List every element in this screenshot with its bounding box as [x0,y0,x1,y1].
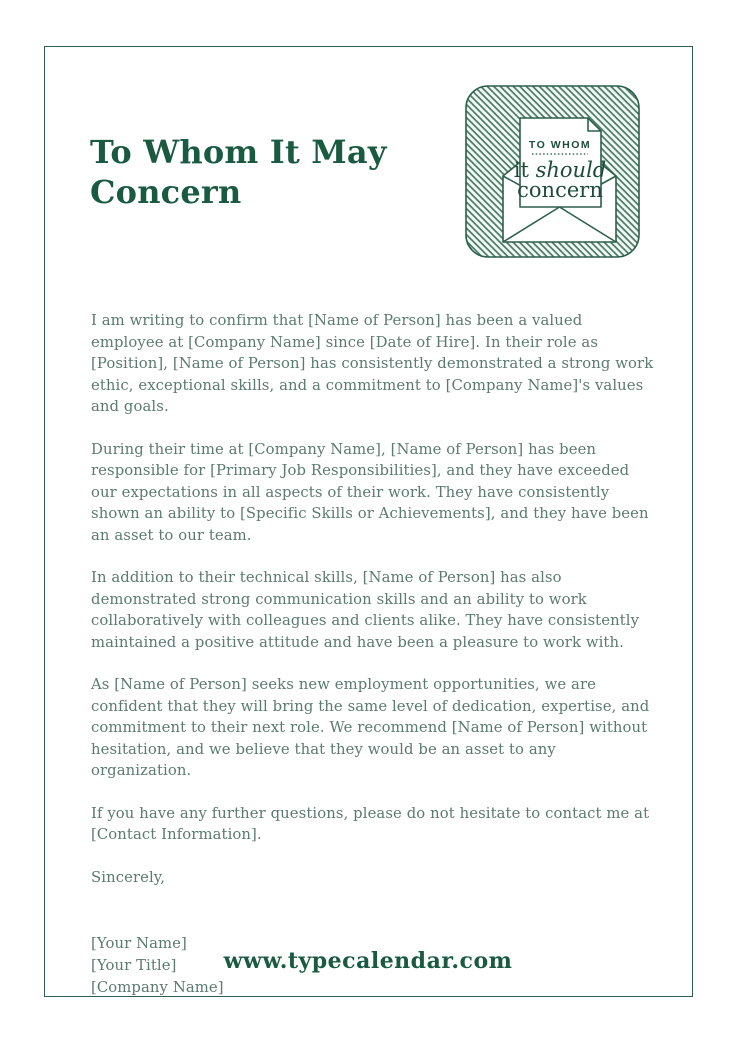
letter-paragraph: I am writing to confirm that [Name of Person] has been a valued employee at [Company Name] since [Date of Hire]. In their role as [Position], [Name of Person] has consistently demonstrated a strong work ethic, exceptional skills, and a commitment to [Company Name]'s values and goals. [91,312,654,415]
letter-paragraph: As [Name of Person] seeks new employment opportunities, we are confident that they will bring the same level of dedication, expertise, and commitment to their next role. We recommend [Name of Person] without hesitation, and we believe that they would be an asset to any organization. [91,676,650,779]
website-text: www.typecalendar.com [223,948,513,974]
letter-closing: Sincerely, [91,868,166,886]
signature-name-placeholder: [Your Name] [91,935,187,952]
letter-paragraph: In addition to their technical skills, [Name of Person] has also demonstrated strong communication skills and an ability to work collaboratively with colleagues and clients alike. They have consistently maintained a positive attitude and have been a pleasure to work with. [91,569,640,651]
envelope-badge [465,85,640,258]
letter-paragraph: If you have any further questions, please do not hesitate to contact me at [Contact Information]. [91,804,650,843]
badge-top-label: TO WHOM [528,139,592,151]
badge-mid-label: it should [513,158,607,182]
page-title: To Whom It May Concern [90,133,387,211]
letter-body [91,310,657,999]
badge-bottom-label: concern [517,178,603,202]
signature-title-placeholder: [Your Title] [91,957,177,974]
page-footer [0,948,736,974]
letter-paragraph: During their time at [Company Name], [Name of Person] has been responsible for [Primary Job Responsibilities], and they have exceeded our expectations in all aspects of their work. They have consistently shown an ability to [Specific Skills or Achievements], and they have been an asset to our team. [91,440,649,544]
signature-company-placeholder: [Company Name] [91,979,224,996]
